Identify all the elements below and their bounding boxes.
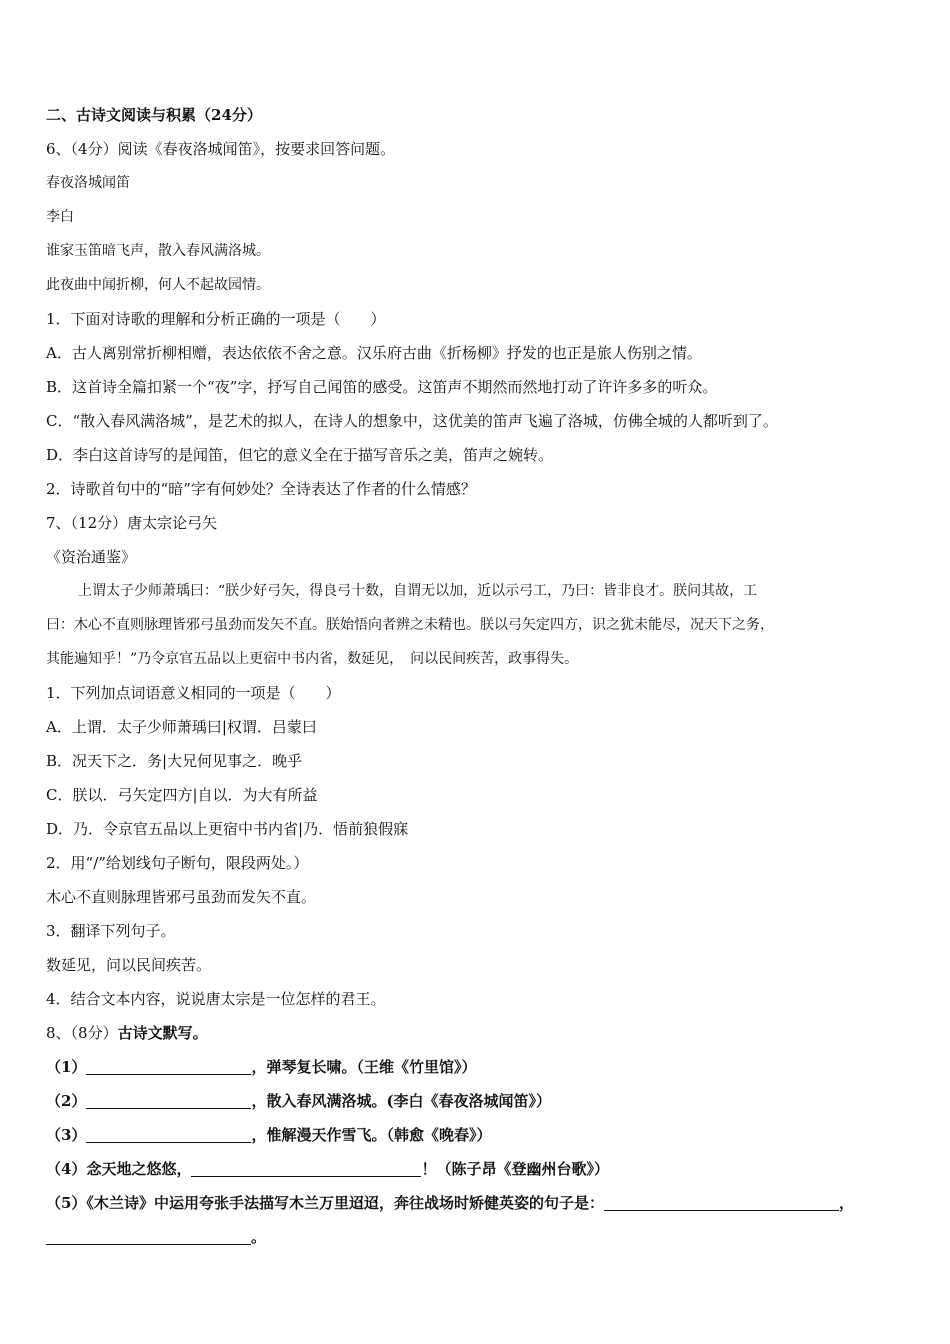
q7-option-d: D．乃．令京官五品以上更宿中书内省|乃．悟前狼假寐 bbox=[46, 820, 409, 838]
q7-passage-line: 上谓太子少师萧瑀曰：“朕少好弓矢，得良弓十数，自谓无以加，近以示弓工，乃曰：皆非良才。朕问其故，工 bbox=[78, 583, 758, 599]
q8-item5-end: 。 bbox=[251, 1228, 267, 1246]
q8-heading bbox=[46, 1016, 914, 1050]
q8-item-3 bbox=[46, 1118, 914, 1152]
q7-passage-line: 曰：木心不直则脉理皆邪弓虽劲而发矢不直。朕始悟向者辨之未精也。朕以弓矢定四方，识之犹未能尽，况天下之务， bbox=[46, 617, 774, 633]
fill-blank[interactable] bbox=[191, 1160, 421, 1177]
q7-sub4: 4．结合文本内容，说说唐太宗是一位怎样的君王。 bbox=[46, 990, 386, 1008]
q6-sub1: 1．下面对诗歌的理解和分析正确的一项是（ ） bbox=[46, 310, 386, 328]
q7-sub2: 2．用“/”给划线句子断句，限段两处。） bbox=[46, 854, 309, 872]
exam-page bbox=[46, 98, 914, 1254]
q7-option-a: A．上谓．太子少师萧瑀曰|权谓．吕蒙曰 bbox=[46, 718, 317, 736]
q7-sub1: 1．下列加点词语意义相同的一项是（ ） bbox=[46, 684, 341, 702]
q6-option-a: A．古人离别常折柳相赠，表达依依不舍之意。汉乐府古曲《折杨柳》抒发的也正是旅人伤别之情。 bbox=[46, 344, 702, 362]
poem-title: 春夜洛城闻笛 bbox=[46, 175, 130, 191]
q6-sub2: 2．诗歌首句中的“暗”字有何妙处？全诗表达了作者的什么情感？ bbox=[46, 480, 476, 498]
q8-item-num: （3） bbox=[46, 1126, 87, 1144]
q7-option-b: B．况天下之．务|大兄何见事之．晚乎 bbox=[46, 752, 303, 770]
q8-item-5 bbox=[46, 1186, 914, 1220]
q8-item-5-cont bbox=[46, 1220, 914, 1254]
q8-heading-prefix: 8、（8分） bbox=[46, 1024, 118, 1042]
q8-item-after: ，散入春风满洛城。(李白《春夜洛城闻笛》） bbox=[251, 1092, 552, 1110]
fill-blank[interactable] bbox=[86, 1058, 251, 1075]
q7-sub3: 3．翻译下列句子。 bbox=[46, 922, 176, 940]
q8-item5-comma: ， bbox=[838, 1194, 854, 1212]
q8-heading-title: 古诗文默写。 bbox=[117, 1024, 208, 1042]
q8-item5-text: （5）《木兰诗》中运用夸张手法描写木兰万里迢迢，奔往战场时矫健英姿的句子是： bbox=[46, 1194, 604, 1212]
q7-sub2-sentence: 木心不直则脉理皆邪弓虽劲而发矢不直。 bbox=[46, 888, 317, 906]
q7-source: 《资治通鉴》 bbox=[46, 548, 137, 566]
q7-option-c: C．朕以．弓矢定四方|自以．为大有所益 bbox=[46, 786, 318, 804]
q8-item-2 bbox=[46, 1084, 914, 1118]
q8-item-after: ，惟解漫天作雪飞。（韩愈《晚春》） bbox=[251, 1126, 492, 1144]
fill-blank[interactable] bbox=[86, 1092, 251, 1109]
fill-blank[interactable] bbox=[46, 1228, 251, 1245]
poem-line: 此夜曲中闻折柳，何人不起故园情。 bbox=[46, 277, 270, 293]
q8-item-after: ！（陈子昂《登幽州台歌》） bbox=[421, 1160, 609, 1178]
q8-item-num: （2） bbox=[46, 1092, 87, 1110]
q6-option-b: B．这首诗全篇扣紧一个“夜”字，抒写自己闻笛的感受。这笛声不期然而然地打动了许许多多的听众。 bbox=[46, 378, 718, 396]
q8-item-4 bbox=[46, 1152, 914, 1186]
q6-heading: 6、（4分）阅读《春夜洛城闻笛》，按要求回答问题。 bbox=[46, 140, 396, 158]
fill-blank[interactable] bbox=[86, 1126, 251, 1143]
q7-sub3-sentence: 数延见，问以民间疾苦。 bbox=[46, 956, 212, 974]
q8-item-before: 念天地之悠悠， bbox=[86, 1160, 192, 1178]
poem-line: 谁家玉笛暗飞声，散入春风满洛城。 bbox=[46, 243, 270, 259]
section-title: 二、古诗文阅读与积累（24分） bbox=[46, 106, 262, 124]
q6-option-d: D．李白这首诗写的是闻笛，但它的意义全在于描写音乐之美，笛声之婉转。 bbox=[46, 446, 554, 464]
q8-item-after: ，弹琴复长啸。（王维《竹里馆》） bbox=[251, 1058, 477, 1076]
q6-option-c: C．“散入春风满洛城”，是艺术的拟人，在诗人的想象中，这优美的笛声飞遍了洛城，仿佛全城的人都听到了。 bbox=[46, 412, 778, 430]
q8-item-num: （4） bbox=[46, 1160, 87, 1178]
q7-passage-line: 其能遍知乎！”乃令京官五品以上更宿中书内省，数延见， 问以民间疾苦，政事得失。 bbox=[46, 651, 579, 667]
poem-author: 李白 bbox=[46, 209, 74, 225]
q8-item-num: （1） bbox=[46, 1058, 87, 1076]
q8-item-1 bbox=[46, 1050, 914, 1084]
q7-heading: 7、（12分）唐太宗论弓矢 bbox=[46, 514, 218, 532]
fill-blank[interactable] bbox=[604, 1194, 839, 1211]
